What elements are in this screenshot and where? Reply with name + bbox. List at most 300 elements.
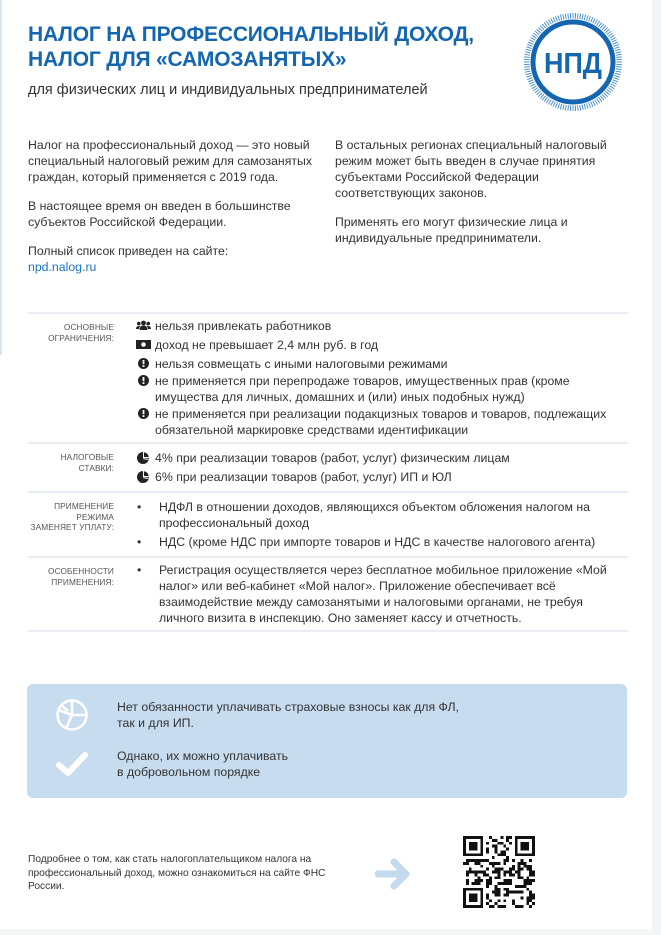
qr-module <box>529 896 532 899</box>
logo-tick <box>533 88 537 91</box>
logo-tick <box>615 49 620 50</box>
qr-module <box>518 865 521 868</box>
logo-tick <box>609 86 614 89</box>
qr-module <box>477 879 480 882</box>
qr-module <box>521 862 524 865</box>
logo-tick <box>555 103 557 108</box>
checkmark-icon <box>27 751 117 777</box>
qr-module <box>472 871 475 874</box>
qr-module <box>529 865 532 868</box>
qr-module <box>529 871 532 874</box>
logo-tick <box>553 17 555 22</box>
row-label: ОСНОВНЫЕ ОГРАНИЧЕНИЯ: <box>48 322 114 343</box>
qr-module <box>486 842 489 845</box>
qr-module <box>509 873 512 876</box>
logo-tick <box>616 52 621 53</box>
logo-tick <box>535 89 539 92</box>
qr-module <box>503 850 506 853</box>
row-label: ПРИМЕНЕНИЕ РЕЖИМА ЗАМЕНЯЕТ УПЛАТУ: <box>30 501 114 532</box>
qr-module <box>518 868 521 871</box>
table-row <box>28 558 628 632</box>
qr-module <box>486 885 489 888</box>
qr-module <box>475 859 478 862</box>
qr-module <box>498 891 501 894</box>
logo-tick <box>612 82 617 84</box>
npd-logo <box>523 12 623 112</box>
logo-tick <box>615 73 620 74</box>
qr-module <box>480 859 483 862</box>
qr-module <box>532 879 535 882</box>
qr-module <box>532 896 535 899</box>
qr-module <box>486 896 489 899</box>
qr-module <box>529 859 532 862</box>
title-line-2: НАЛОГ ДЛЯ «САМОЗАНЯТЫХ» <box>28 48 347 71</box>
qr-module <box>486 859 489 862</box>
bullet-icon: • <box>137 500 142 514</box>
qr-module <box>503 873 506 876</box>
item-text: не применяется при реализации подакцизных товаров и товаров, подлежащих обязательной маркировке средствами идентификации <box>155 407 607 437</box>
logo-tick <box>563 105 564 110</box>
qr-module <box>483 859 486 862</box>
qr-module <box>498 876 501 879</box>
qr-module <box>495 885 498 888</box>
qr-module <box>466 871 469 874</box>
qr-module <box>489 899 492 902</box>
qr-module <box>526 902 529 905</box>
pie-chart-icon <box>135 450 151 466</box>
logo-tick <box>589 103 591 108</box>
qr-module <box>526 899 529 902</box>
qr-module <box>500 853 503 856</box>
logo-tick <box>611 38 616 41</box>
logo-tick <box>537 91 541 95</box>
qr-module <box>498 862 501 865</box>
logo-tick <box>529 82 534 84</box>
qr-module <box>498 853 501 856</box>
qr-module <box>512 902 515 905</box>
logo-tick <box>612 40 617 42</box>
qr-module <box>498 882 501 885</box>
qr-module <box>475 873 478 876</box>
qr-module <box>503 871 506 874</box>
qr-module <box>492 856 495 859</box>
intro-left-column <box>28 137 313 275</box>
logo-tick <box>525 69 530 70</box>
logo-tick <box>611 84 616 87</box>
qr-module <box>495 902 498 905</box>
logo-tick <box>525 52 530 53</box>
qr-module <box>477 862 480 865</box>
logo-tick <box>609 35 614 38</box>
qr-module <box>526 876 529 879</box>
logo-tick <box>526 49 531 50</box>
logo-tick <box>549 20 552 25</box>
qr-module <box>509 879 512 882</box>
qr-module <box>495 868 498 871</box>
qr-module <box>521 896 524 899</box>
arrow-right-icon <box>375 857 411 891</box>
logo-tick <box>558 103 560 108</box>
list-item <box>135 318 628 334</box>
exclamation-icon <box>135 373 151 405</box>
npd-site-link[interactable]: npd.nalog.ru <box>28 260 97 274</box>
logo-tick <box>531 38 536 41</box>
qr-module <box>515 885 518 888</box>
logo-tick <box>600 96 603 100</box>
logo-tick <box>614 47 619 49</box>
qr-module <box>489 882 492 885</box>
info-text <box>117 699 459 731</box>
qr-module <box>492 871 495 874</box>
qr-module <box>515 891 518 894</box>
logo-tick <box>542 96 545 100</box>
qr-module <box>486 879 489 882</box>
qr-module <box>532 894 535 897</box>
qr-module <box>521 859 524 862</box>
qr-module <box>523 879 526 882</box>
list-item <box>135 469 628 485</box>
info-line: Нет обязанности уплачивать страховые взносы как для ФЛ, <box>117 700 459 714</box>
qr-module <box>503 899 506 902</box>
list-item <box>135 562 628 626</box>
list-item <box>135 534 628 550</box>
qr-module <box>498 871 501 874</box>
logo-tick <box>616 67 621 68</box>
logo-tick <box>604 93 608 97</box>
qr-module <box>521 868 524 871</box>
qr-module <box>489 836 492 839</box>
logo-tick <box>524 67 529 68</box>
qr-module <box>518 862 521 865</box>
qr-module <box>529 868 532 871</box>
intro-paragraph <box>28 243 313 275</box>
logo-tick <box>546 21 549 26</box>
logo-tick <box>616 54 621 55</box>
qr-module <box>492 865 495 868</box>
logo-tick <box>613 80 618 82</box>
logo-tick <box>525 54 530 55</box>
qr-module <box>469 868 472 871</box>
logo-tick <box>616 57 621 58</box>
qr-module <box>529 894 532 897</box>
logo-tick <box>563 14 564 19</box>
qr-module <box>503 888 506 891</box>
qr-module <box>486 882 489 885</box>
qr-module <box>506 888 509 891</box>
qr-module <box>469 871 472 874</box>
qr-module <box>506 836 509 839</box>
qr-module <box>466 882 469 885</box>
logo-tick <box>538 27 542 31</box>
qr-module <box>495 891 498 894</box>
qr-module <box>529 905 532 908</box>
qr-module <box>509 868 512 871</box>
qr-module <box>500 850 503 853</box>
qr-module <box>495 862 498 865</box>
qr-module <box>526 882 529 885</box>
qr-module <box>475 871 478 874</box>
qr-module <box>526 896 529 899</box>
info-text <box>117 748 288 780</box>
logo-tick <box>568 105 569 110</box>
logo-tick <box>555 16 557 21</box>
qr-module <box>515 871 518 874</box>
qr-module <box>509 871 512 874</box>
qr-module <box>503 905 506 908</box>
logo-tick <box>584 15 585 20</box>
logo-tick <box>586 15 588 20</box>
site-list-text: Полный список приведен на сайте: <box>28 244 229 258</box>
qr-module <box>503 845 506 848</box>
list-item <box>135 356 628 372</box>
table-row <box>28 314 628 444</box>
qr-module <box>477 876 480 879</box>
qr-module <box>503 853 506 856</box>
intro-paragraph: Налог на профессиональный доход — это новый специальный налоговый режим для самозанятых граждан, который применяется с 2019 года. <box>28 138 313 184</box>
logo-tick <box>540 94 544 98</box>
logo-tick <box>584 104 585 109</box>
qr-module <box>518 905 521 908</box>
page-edge-right <box>652 0 661 935</box>
qr-module <box>466 862 469 865</box>
qr-module <box>521 842 530 851</box>
qr-module <box>480 879 483 882</box>
qr-module <box>489 879 492 882</box>
qr-module <box>532 902 535 905</box>
qr-module <box>512 899 515 902</box>
logo-tick <box>546 98 549 103</box>
qr-module <box>498 842 501 845</box>
title-line-1: НАЛОГ НА ПРОФЕССИОНАЛЬНЫЙ ДОХОД, <box>28 23 474 46</box>
qr-module <box>498 894 501 897</box>
qr-module <box>506 839 509 842</box>
qr-module <box>475 879 478 882</box>
qr-module <box>509 842 512 845</box>
logo-tick <box>551 18 553 23</box>
pie-chart-icon <box>135 469 151 485</box>
logo-tick <box>602 26 606 30</box>
logo-tick <box>529 40 534 42</box>
qr-module <box>472 882 475 885</box>
qr-module <box>526 879 529 882</box>
qr-module <box>518 871 521 874</box>
logo-tick <box>549 100 552 105</box>
qr-module <box>495 848 498 851</box>
qr-module <box>503 859 506 862</box>
logo-tick <box>605 91 609 95</box>
table-row <box>28 444 628 493</box>
money-icon <box>135 337 151 353</box>
logo-tick <box>616 69 621 70</box>
qr-module <box>518 885 521 888</box>
qr-module <box>506 856 509 859</box>
qr-module <box>477 871 480 874</box>
qr-module <box>498 899 501 902</box>
qr-module <box>521 885 524 888</box>
qr-module <box>521 905 524 908</box>
logo-tick <box>565 105 566 110</box>
logo-tick <box>535 31 539 34</box>
qr-module <box>506 871 509 874</box>
logo-tick <box>602 94 606 98</box>
qr-module <box>532 873 535 876</box>
qr-module <box>526 865 529 868</box>
logo-tick <box>568 13 569 18</box>
logo-tick <box>589 16 591 21</box>
qr-module <box>509 891 512 894</box>
logo-tick <box>537 29 541 33</box>
logo-tick <box>528 42 533 44</box>
qr-module <box>498 888 501 891</box>
page-edge-left <box>0 0 2 355</box>
logo-tick <box>533 33 537 36</box>
logo-tick <box>614 44 619 46</box>
qr-module <box>512 873 515 876</box>
qr-module <box>486 868 489 871</box>
insurance-info-box <box>27 684 627 798</box>
qr-module <box>503 882 506 885</box>
qr-module <box>495 850 498 853</box>
users-icon <box>135 318 151 334</box>
qr-module <box>512 865 515 868</box>
logo-tick <box>525 71 530 72</box>
logo-tick <box>580 105 581 110</box>
logo-tick <box>540 26 544 30</box>
bullet-icon: • <box>137 563 142 577</box>
qr-module <box>529 879 532 882</box>
item-text: доход не превышает 2,4 млн руб. в год <box>155 338 379 352</box>
logo-tick <box>560 15 561 20</box>
logo-tick <box>524 57 529 58</box>
logo-tick <box>538 93 542 97</box>
qr-module <box>466 873 469 876</box>
logo-tick <box>591 17 593 22</box>
logo-tick <box>560 104 561 109</box>
qr-module <box>503 862 506 865</box>
qr-module <box>469 894 478 903</box>
info-table <box>28 312 628 632</box>
qr-module <box>463 862 466 865</box>
qr-module <box>495 839 498 842</box>
qr-module <box>477 882 480 885</box>
qr-module <box>521 891 524 894</box>
qr-module <box>506 859 509 862</box>
logo-tick <box>595 20 598 25</box>
qr-module <box>492 905 495 908</box>
qr-module <box>523 862 526 865</box>
logo-tick <box>614 78 619 80</box>
info-line: в добровольном порядке <box>117 765 261 779</box>
logo-tick <box>593 101 595 106</box>
qr-module <box>518 891 521 894</box>
page-edge-bottom <box>0 929 661 935</box>
row-label: НАЛОГОВЫЕ СТАВКИ: <box>60 452 114 473</box>
qr-module <box>486 873 489 876</box>
qr-module <box>495 871 498 874</box>
footer-text: Подробнее о том, как стать налогоплательщиком налога на профессиональный доход, можно ознакомиться на сайте ФНС России. <box>28 854 326 892</box>
logo-tick <box>578 13 579 18</box>
info-row <box>27 698 459 732</box>
qr-module <box>500 842 503 845</box>
qr-module <box>475 862 478 865</box>
logo-tick <box>544 22 547 26</box>
logo-tick <box>582 14 583 19</box>
qr-module <box>523 882 526 885</box>
logo-tick <box>532 86 537 89</box>
exclamation-icon <box>135 356 151 372</box>
qr-module <box>500 882 503 885</box>
qr-module <box>509 836 512 839</box>
logo-tick <box>597 98 600 103</box>
logo-tick <box>526 75 531 77</box>
page-subtitle: для физических лиц и индивидуальных предпринимателей <box>28 82 428 98</box>
item-text: НДФЛ в отношении доходов, являющихся объектом обложения налогом на профессиональный доход <box>159 500 591 530</box>
item-text: нельзя совмещать с иными налоговыми режимами <box>155 357 448 371</box>
logo-tick <box>608 88 612 91</box>
qr-code[interactable] <box>463 836 535 908</box>
logo-tick <box>544 97 547 101</box>
qr-module <box>518 873 521 876</box>
qr-module <box>529 891 532 894</box>
qr-module <box>512 859 515 862</box>
qr-module <box>518 876 521 879</box>
item-text: 6% при реализации товаров (работ, услуг) ИП и ЮЛ <box>155 470 452 484</box>
qr-module <box>466 879 469 882</box>
logo-tick <box>531 84 536 87</box>
qr-module <box>506 879 509 882</box>
qr-module <box>492 845 495 848</box>
qr-module <box>480 865 483 868</box>
qr-module <box>509 882 512 885</box>
qr-module <box>532 871 535 874</box>
qr-module <box>506 894 509 897</box>
qr-module <box>500 905 503 908</box>
qr-module <box>466 859 469 862</box>
logo-tick <box>551 101 553 106</box>
logo-tick <box>613 42 618 44</box>
logo-tick <box>605 29 609 33</box>
list-item <box>135 337 628 353</box>
qr-module <box>529 882 532 885</box>
qr-module <box>469 842 478 851</box>
qr-module <box>515 905 518 908</box>
intro-paragraph: Применять его могут физические лица и индивидуальные предприниматели. <box>335 215 568 245</box>
qr-module <box>489 905 492 908</box>
item-text: Регистрация осуществляется через бесплатное мобильное приложение «Мой налог» или веб-кабинет «Мой налог». Приложение обеспечивает всё взаимодействие между самозанятыми и налоговыми органами, не требуя личного визита в инспекцию. Оно заменяет кассу и отчетность. <box>159 563 607 625</box>
qr-module <box>483 873 486 876</box>
logo-tick <box>604 27 608 31</box>
logo-tick <box>558 15 560 20</box>
qr-module <box>529 899 532 902</box>
table-row <box>28 493 628 558</box>
qr-module <box>489 876 492 879</box>
qr-module <box>486 894 489 897</box>
qr-module <box>495 845 498 848</box>
qr-module <box>512 891 515 894</box>
list-item <box>135 499 628 531</box>
qr-module <box>489 862 492 865</box>
info-line: так и для ИП. <box>117 716 194 730</box>
qr-module <box>503 879 506 882</box>
qr-module <box>492 839 495 842</box>
qr-module <box>492 891 495 894</box>
logo-tick <box>599 97 602 101</box>
logo-tick <box>526 73 531 74</box>
logo-tick <box>607 89 611 92</box>
logo-tick <box>582 105 583 110</box>
qr-module <box>503 894 506 897</box>
intro-paragraph: В остальных регионах специальный налоговый режим может быть введен в случае принятия субъектами Российской Федерации соответствующих законов. <box>335 138 607 200</box>
